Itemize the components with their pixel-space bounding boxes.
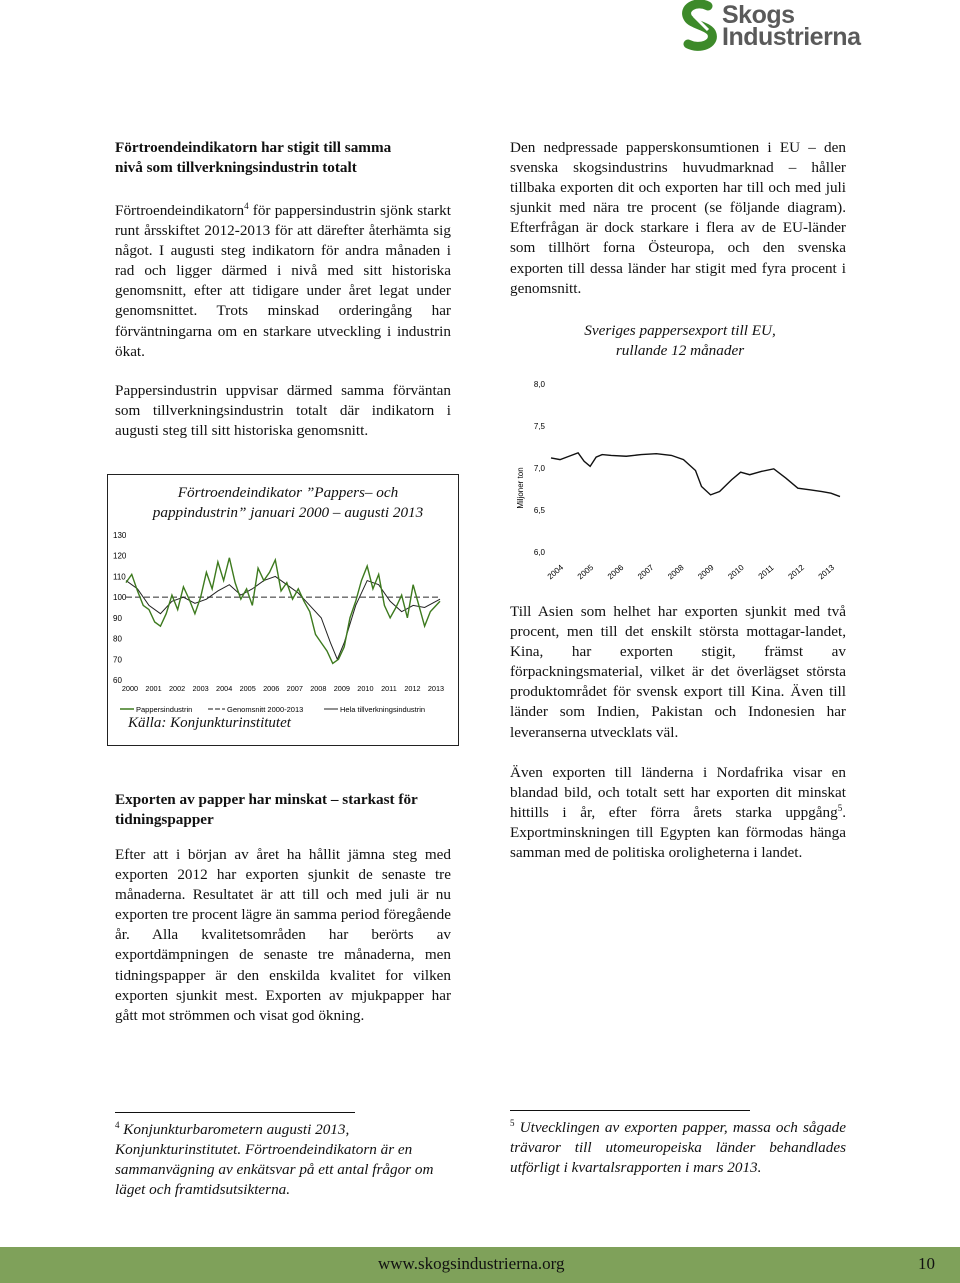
x-tick-label: 2013 <box>816 562 837 582</box>
x-tick-label: 2008 <box>310 684 327 693</box>
x-tick-label: 2006 <box>605 562 626 582</box>
confidence-chart-title: Förtroendeindikator ”Pappers– och pappindustrin” januari 2000 – augusti 2013 <box>152 484 424 521</box>
x-tick-label: 2001 <box>145 684 162 693</box>
x-tick-label: 2009 <box>696 562 716 582</box>
x-tick-label: 2002 <box>168 684 186 693</box>
footnote-divider-right <box>510 1110 750 1111</box>
y-tick-label: 7,0 <box>533 464 545 473</box>
footnote-5: $^5$ Utvecklingen av exporten papper, massa och sågade trävaror till utomeuropeiska länder behandlades utförligt i kvartalsrapporten i mars 2013. <box>510 1117 846 1176</box>
confidence-chart <box>107 474 459 746</box>
x-tick-label: 2010 <box>726 562 746 582</box>
x-tick-label: 2012 <box>786 562 806 582</box>
x-tick-label: 2007 <box>635 562 656 582</box>
footer-url[interactable]: www.skogsindustrierna.org <box>378 1254 565 1273</box>
y-tick-label: 90 <box>113 613 122 623</box>
x-tick-label: 2013 <box>427 684 445 693</box>
chart-source: Källa: Konjunkturinstitutet <box>128 715 291 731</box>
footnote-divider-left <box>115 1112 355 1113</box>
paragraph-eu: Den nedpressade papperskonsumtionen i EU – den svenska skogsindustrins huvudmarknad – håller tillbaka exporten dit och exporten har till och med juli sjunkit med nära tre procent (se följande diagram). Efterfrågan är dock starkare i flera av de EU-länder som tillhört forna Östeuropa, och den svenska exporten till dessa länder har stigit med fyra procent i genomsnitt. <box>510 139 846 297</box>
company-logo <box>672 0 887 60</box>
x-tick-label: 2007 <box>286 684 303 693</box>
logo-line1: Skogs <box>722 1 795 29</box>
paragraph-expectation: Pappersindustrin uppvisar därmed samma förväntan som tillverkningsindustrin totalt där indikatorn i augusti steg till sitt historiska genomsnitt. <box>115 382 451 440</box>
y-tick-label: 130 <box>113 531 127 540</box>
x-tick-label: 2009 <box>333 684 350 693</box>
x-tick-label: 2008 <box>666 562 686 582</box>
x-tick-label: 2011 <box>381 684 397 693</box>
y-tick-label: 120 <box>113 551 127 561</box>
logo-s-icon <box>678 0 720 52</box>
page-number: 10 <box>918 1254 935 1273</box>
footer-bar <box>0 1247 960 1283</box>
x-tick-label: 2000 <box>121 684 139 693</box>
export-chart-title: Sveriges pappersexport till EU, rullande 12 månader <box>584 322 776 359</box>
paragraph-confidence: Förtroendeindikatorn$^4$ för pappersindustrin sjönk starkt runt årsskiftet 2012-2013 för att därefter återhämta sig något. I augusti steg indikatorn för andra månaden i rad och ligger därmed i nivå med sitt historiska genomsnitt, efter att tidigare under året legat under genomsnittet. Trots minskad orderingång har förväntningarna om en starkare utveckling i industrin ökat. <box>115 200 451 360</box>
legend-label: Hela tillverkningsindustrin <box>340 705 426 714</box>
y-tick-label: 100 <box>113 593 127 603</box>
x-tick-label: 2003 <box>192 684 209 693</box>
x-tick-label: 2012 <box>404 684 421 693</box>
paragraph-export: Efter att i början av året ha hållit jämna steg med exporten 2012 har exporten sjunkit de senaste tre månaderna. Resultatet är att till och med juli är nu exporten tre procent lägre än samma period föregående år. Alla kvalitetsområden har berörts av exportdämpningen de senaste tre månaderna, men tidningspapper är den enskilda kvalitet for vilken exporten sjunkit mest. Exporten av mjukpapper har gått mot strömmen och visat god ökning. <box>115 846 451 1024</box>
paragraph-asia: Till Asien som helhet har exporten sjunkit med två procent, men till det enskilt största mottagar-landet, Kina, har exporten stigit, främst av förpackningsmaterial, vilket är det överlägset största produktområdet för svensk export till Kina. Även till länder som Indien, Pakistan och Indonesien har leveranserna utvecklats väl. <box>510 603 846 741</box>
heading-export: Exporten av papper har minskat – starkast för tidningspapper <box>115 791 418 829</box>
series-pappersindustrin <box>126 558 440 664</box>
x-tick-label: 2005 <box>239 684 256 693</box>
x-tick-label: 2004 <box>216 684 233 693</box>
heading-confidence: Förtroendeindikatorn har stigit till samma nivå som tillverkningsindustrin totalt <box>115 139 392 177</box>
export-chart-svg <box>505 370 850 585</box>
x-tick-label: 2011 <box>756 563 776 582</box>
paragraph-north-africa: Även exporten till länderna i Nordafrika visar en blandad bild, och totalt sett har exporten dit minskat hittills i år, efter förra årets starka uppgång$^5$. Exportminskningen till Egypten kan förmodas hänga samman med de politiska oroligheterna i landet. <box>510 764 846 862</box>
legend-label: Genomsnitt 2000-2013 <box>227 705 304 714</box>
y-tick-label: 6,0 <box>533 548 545 557</box>
legend-label: Pappersindustrin <box>136 705 193 714</box>
y-tick-label: 110 <box>113 572 126 582</box>
y-tick-label: 8,0 <box>533 380 545 389</box>
y-tick-label: 7,5 <box>533 422 545 431</box>
confidence-chart-svg <box>108 475 458 745</box>
y-tick-label: 6,5 <box>533 506 545 515</box>
footnote-4: $^4$ Konjunkturbarometern augusti 2013, Konjunkturinstitutet. Förtroendeindikatorn är en sammanvägning av enkätsvar på ett antal frågor om läget och framtidsutsikterna. <box>115 1119 434 1198</box>
y-tick-label: 70 <box>113 655 122 665</box>
x-tick-label: 2010 <box>357 684 374 693</box>
x-tick-label: 2005 <box>575 562 596 582</box>
series-export-eu <box>551 453 840 497</box>
y-tick-label: 60 <box>113 676 122 685</box>
x-tick-label: 2004 <box>545 562 566 582</box>
y-axis-label: Miljoner ton <box>516 467 525 509</box>
y-tick-label: 80 <box>113 634 122 644</box>
logo-line2: Industrierna <box>722 23 861 51</box>
x-tick-label: 2006 <box>263 684 280 693</box>
